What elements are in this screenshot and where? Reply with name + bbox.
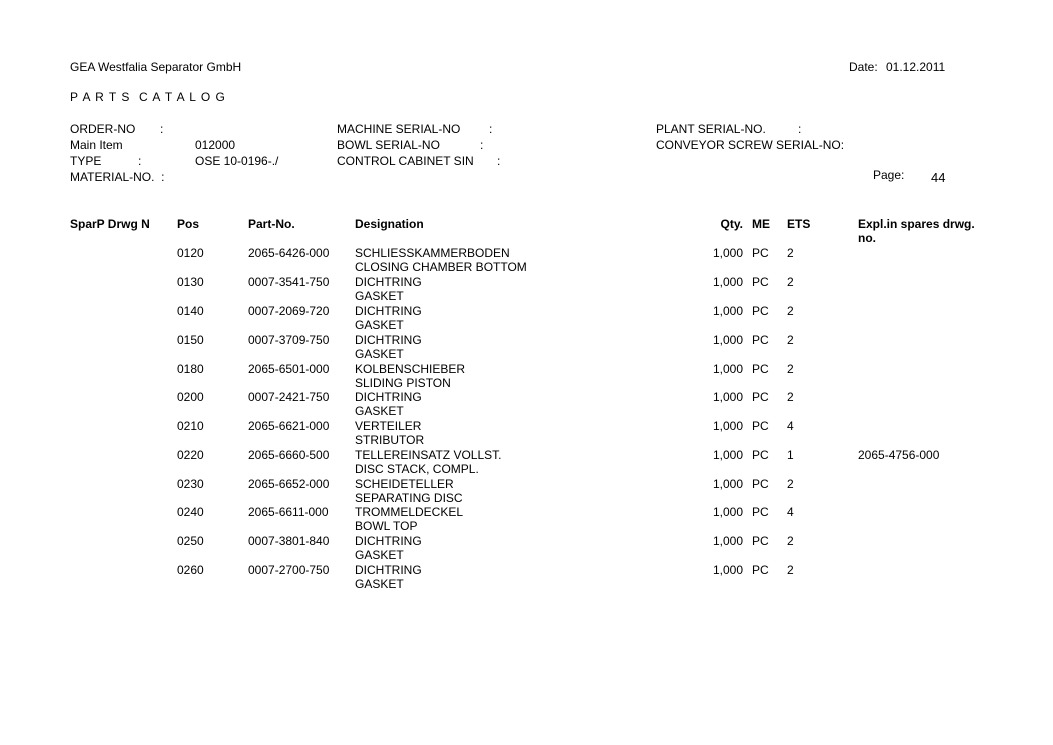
control-cabinet-label: CONTROL CABINET SIN bbox=[337, 154, 474, 168]
conveyor-serial-label: CONVEYOR SCREW SERIAL-NO: bbox=[656, 138, 845, 152]
row-qty: 1,000 bbox=[712, 304, 743, 318]
row-qty: 1,000 bbox=[712, 246, 743, 260]
row-part-no: 2065-6621-000 bbox=[248, 419, 330, 433]
row-pos: 0200 bbox=[177, 390, 204, 404]
row-me: PC bbox=[752, 563, 769, 577]
row-designation-en: GASKET bbox=[355, 404, 404, 418]
row-designation-de: VERTEILER bbox=[355, 419, 422, 433]
row-me: PC bbox=[752, 390, 769, 404]
row-part-no: 0007-3541-750 bbox=[248, 275, 330, 289]
row-me: PC bbox=[752, 362, 769, 376]
order-no-colon: : bbox=[160, 122, 164, 136]
table-row bbox=[0, 419, 1053, 448]
header-designation: Designation bbox=[355, 217, 424, 231]
row-qty: 1,000 bbox=[712, 275, 743, 289]
row-me: PC bbox=[752, 333, 769, 347]
row-qty: 1,000 bbox=[712, 477, 743, 491]
row-part-no: 0007-2700-750 bbox=[248, 563, 330, 577]
row-part-no: 0007-3801-840 bbox=[248, 534, 330, 548]
type-label: TYPE bbox=[70, 154, 102, 168]
row-pos: 0130 bbox=[177, 275, 204, 289]
row-pos: 0210 bbox=[177, 419, 204, 433]
row-designation-en: GASKET bbox=[355, 318, 404, 332]
row-ets: 2 bbox=[787, 333, 794, 347]
plant-serial-label: PLANT SERIAL-NO. bbox=[656, 122, 766, 136]
header-ets: ETS bbox=[787, 217, 811, 231]
row-ets: 2 bbox=[787, 390, 794, 404]
row-designation-en: GASKET bbox=[355, 289, 404, 303]
row-part-no: 0007-2069-720 bbox=[248, 304, 330, 318]
row-pos: 0260 bbox=[177, 563, 204, 577]
date-value: 01.12.2011 bbox=[886, 60, 946, 74]
row-qty: 1,000 bbox=[712, 563, 743, 577]
row-designation-en: GASKET bbox=[355, 577, 404, 591]
row-designation-en: CLOSING CHAMBER BOTTOM bbox=[355, 260, 527, 274]
row-pos: 0140 bbox=[177, 304, 204, 318]
header-expl-line1: Expl.in spares drwg. bbox=[858, 217, 975, 231]
table-row bbox=[0, 246, 1053, 275]
row-ets: 2 bbox=[787, 362, 794, 376]
row-part-no: 2065-6611-000 bbox=[248, 505, 329, 519]
row-pos: 0180 bbox=[177, 362, 204, 376]
date-label: Date: bbox=[849, 60, 878, 74]
header-qty: Qty. bbox=[720, 217, 743, 231]
row-qty: 1,000 bbox=[712, 362, 743, 376]
table-row bbox=[0, 333, 1053, 362]
row-designation-de: DICHTRING bbox=[355, 563, 422, 577]
plant-serial-colon: : bbox=[798, 122, 802, 136]
row-me: PC bbox=[752, 246, 769, 260]
row-designation-de: DICHTRING bbox=[355, 390, 422, 404]
machine-serial-colon: : bbox=[489, 122, 493, 136]
row-pos: 0250 bbox=[177, 534, 204, 548]
row-designation-de: KOLBENSCHIEBER bbox=[355, 362, 466, 376]
row-expl: 2065-4756-000 bbox=[858, 448, 940, 462]
header-expl-line2: no. bbox=[858, 231, 876, 245]
row-pos: 0230 bbox=[177, 477, 204, 491]
row-pos: 0240 bbox=[177, 505, 204, 519]
header-part-no: Part-No. bbox=[248, 217, 295, 231]
row-part-no: 2065-6426-000 bbox=[248, 246, 330, 260]
row-designation-en: BOWL TOP bbox=[355, 519, 418, 533]
row-part-no: 2065-6652-000 bbox=[248, 477, 330, 491]
table-row bbox=[0, 505, 1053, 534]
row-designation-en: GASKET bbox=[355, 347, 404, 361]
row-me: PC bbox=[752, 304, 769, 318]
company-name: GEA Westfalia Separator GmbH bbox=[70, 60, 242, 74]
row-part-no: 2065-6660-500 bbox=[248, 448, 330, 462]
type-value: OSE 10-0196-./ bbox=[195, 154, 279, 168]
row-designation-en: DISC STACK, COMPL. bbox=[355, 462, 479, 476]
header-me: ME bbox=[752, 217, 770, 231]
row-designation-de: SCHEIDETELLER bbox=[355, 477, 454, 491]
row-part-no: 0007-2421-750 bbox=[248, 390, 330, 404]
table-row bbox=[0, 534, 1053, 563]
row-designation-de: DICHTRING bbox=[355, 275, 422, 289]
table-row bbox=[0, 275, 1053, 304]
row-designation-en: GASKET bbox=[355, 548, 404, 562]
table-row bbox=[0, 390, 1053, 419]
row-qty: 1,000 bbox=[712, 419, 743, 433]
table-row bbox=[0, 304, 1053, 333]
row-ets: 4 bbox=[787, 505, 794, 519]
row-qty: 1,000 bbox=[712, 505, 743, 519]
row-designation-en: STRIBUTOR bbox=[355, 433, 425, 447]
row-ets: 2 bbox=[787, 246, 794, 260]
row-designation-de: SCHLIESSKAMMERBODEN bbox=[355, 246, 510, 260]
row-me: PC bbox=[752, 477, 769, 491]
page-number: 44 bbox=[931, 170, 946, 185]
row-qty: 1,000 bbox=[712, 390, 743, 404]
row-ets: 2 bbox=[787, 534, 794, 548]
row-part-no: 2065-6501-000 bbox=[248, 362, 330, 376]
row-me: PC bbox=[752, 534, 769, 548]
row-designation-de: TELLEREINSATZ VOLLST. bbox=[355, 448, 502, 462]
bowl-serial-colon: : bbox=[480, 138, 484, 152]
row-me: PC bbox=[752, 275, 769, 289]
main-item-label: Main Item bbox=[70, 138, 123, 152]
page-label: Page: bbox=[873, 168, 905, 182]
row-pos: 0220 bbox=[177, 448, 204, 462]
header-sparp: SparP Drwg N bbox=[70, 217, 150, 231]
material-no-label: MATERIAL-NO. : bbox=[70, 170, 165, 184]
row-me: PC bbox=[752, 448, 769, 462]
row-designation-de: DICHTRING bbox=[355, 304, 422, 318]
row-ets: 2 bbox=[787, 477, 794, 491]
table-row bbox=[0, 563, 1053, 592]
row-pos: 0150 bbox=[177, 333, 204, 347]
row-qty: 1,000 bbox=[712, 534, 743, 548]
control-cabinet-colon: : bbox=[497, 154, 501, 168]
row-ets: 2 bbox=[787, 275, 794, 289]
row-designation-de: TROMMELDECKEL bbox=[355, 505, 464, 519]
row-designation-de: DICHTRING bbox=[355, 534, 422, 548]
row-designation-en: SLIDING PISTON bbox=[355, 376, 451, 390]
row-designation-de: DICHTRING bbox=[355, 333, 422, 347]
catalog-title: P A R T S C A T A L O G bbox=[70, 90, 226, 104]
table-row bbox=[0, 362, 1053, 391]
header-pos: Pos bbox=[177, 217, 200, 231]
bowl-serial-label: BOWL SERIAL-NO bbox=[337, 138, 440, 152]
row-me: PC bbox=[752, 505, 769, 519]
type-colon: : bbox=[138, 154, 142, 168]
row-ets: 2 bbox=[787, 304, 794, 318]
row-qty: 1,000 bbox=[712, 333, 743, 347]
row-designation-en: SEPARATING DISC bbox=[355, 491, 463, 505]
row-ets: 2 bbox=[787, 563, 794, 577]
row-qty: 1,000 bbox=[712, 448, 743, 462]
row-me: PC bbox=[752, 419, 769, 433]
main-item-value: 012000 bbox=[195, 138, 236, 152]
row-ets: 1 bbox=[787, 448, 794, 462]
row-ets: 4 bbox=[787, 419, 794, 433]
machine-serial-label: MACHINE SERIAL-NO bbox=[337, 122, 461, 136]
table-row bbox=[0, 477, 1053, 506]
row-pos: 0120 bbox=[177, 246, 204, 260]
table-row bbox=[0, 448, 1053, 477]
order-no-label: ORDER-NO bbox=[70, 122, 136, 136]
row-part-no: 0007-3709-750 bbox=[248, 333, 330, 347]
